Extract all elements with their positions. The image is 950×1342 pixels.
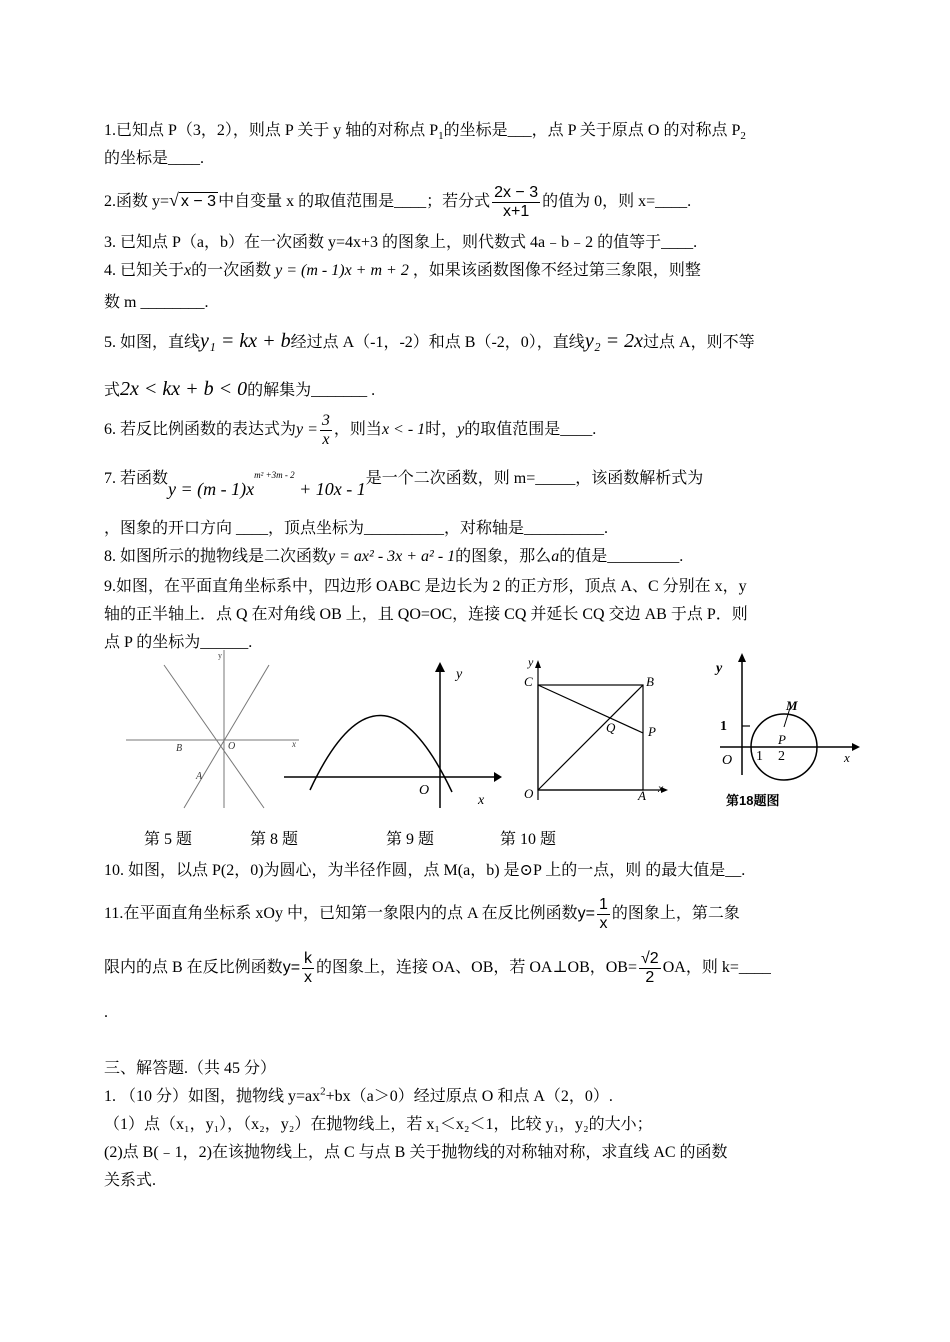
solve-1-line-3: (2)点 B(﹣1，2)在该抛物线上，点 C 与点 B 关于抛物线的对称轴对称，求直线 AC 的函数 (104, 1144, 728, 1161)
fig8-label-o: O (419, 783, 430, 798)
fig9-label-q: Q (606, 720, 616, 735)
fraction-sqrt2-over-2: $\frac{√2}{2}$ (641, 950, 659, 986)
fig9-label-o: O (524, 786, 534, 801)
question-2: 2.函数 y=√ x − 3 中自变量 x 的取值范围是____；若分式 $\frac{2x - 3}{x+1}$ 的值为 0，则 x=____. (104, 184, 692, 220)
fig18-caption: 第18题图 (726, 793, 780, 808)
figure-q5 (124, 650, 304, 810)
fig5-label-b: B (176, 743, 183, 754)
fig8-label-y: y (456, 667, 463, 682)
section-3-heading: 三、解答题.（共 45 分） (104, 1060, 277, 1077)
question-9-line-3: 点 P 的坐标为______. (104, 634, 253, 651)
question-7-line-2: ，图象的开口方向 ____，顶点坐标为__________，对称轴是__________. (104, 520, 609, 537)
question-10: 10. 如图，以点 P(2，0)为圆心，为半径作圆，点 M(a，b) 是⊙P 上的一点，则 的最大值是__. (104, 862, 746, 879)
fig8-label-x: x (478, 793, 485, 808)
fig9-label-y: y (528, 655, 534, 669)
caption-q10: 第 10 题 (500, 831, 557, 848)
caption-q8: 第 8 题 (250, 831, 299, 848)
fraction-3-over-x: $\frac{3}{x}$ (321, 412, 330, 448)
question-8: 8. 如图所示的抛物线是二次函数y = ax² - 3x + a² - 1的图象，那么a的值是_________. (104, 548, 684, 565)
fraction-k-over-x: $\frac{k}{x}$ (304, 950, 313, 986)
figure-q10 (712, 650, 862, 810)
fig9-label-x: x (658, 781, 664, 795)
question-4-line-1: 4. 已知关于x的一次函数 y = (m - 1)x + m + 2 ，如果该函数图像不经过第三象限，则整 (104, 262, 701, 279)
fig10-label-p: P (778, 732, 786, 747)
question-1-line-1: 1.已知点 P（3，2），则点 P 关于 y 轴的对称点 $P_1$的坐标是___，点 P 关于原点 O 的对称点 $P_2$ (104, 122, 746, 143)
fig10-label-1-y: 1 (720, 719, 727, 734)
fig9-label-b: B (646, 674, 654, 689)
figure-q8 (282, 660, 502, 810)
solve-1-line-2: （1）点（x₁，y₁），（x₂，y₂）在抛物线上，若 x₁＜x₂＜1，比较 y₁，y₂的大小； (104, 1116, 653, 1133)
question-5-line-1: 5. 如图，直线y₁ = kx + b经过点 A（-1，-2）和点 B（-2，0），直线y₂ = 2x过点 A，则不等 (104, 330, 755, 352)
question-11-line-3: . (104, 1004, 108, 1021)
caption-q5: 第 5 题 (144, 831, 193, 848)
solve-1-line-1: 1. （10 分）如图，抛物线 $y=ax^2+bx(a>0)$经过原点 O 和点 A（2，0）. (104, 1085, 613, 1105)
solve-1-line-4: 关系式. (104, 1172, 157, 1189)
fig5-label-o: O (228, 741, 236, 752)
q7-expression: $y = (m - 1)x^{m^2 +3m - 2} + 10x - 1$ (168, 470, 366, 499)
sqrt-expression: √ x − 3 (169, 190, 217, 211)
fig10-label-1-x: 1 (756, 749, 763, 764)
caption-q9: 第 9 题 (386, 831, 435, 848)
question-5-line-2: 式2x < kx + b < 0的解集为_______ . (104, 378, 376, 400)
question-11-line-1: 11.在平面直角坐标系 xOy 中，已知第一象限内的点 A 在反比例函数y= $\frac{1}{x}$ 的图象上，第二象 (104, 896, 740, 932)
fig10-label-o: O (722, 753, 733, 768)
question-4-line-2: 数 m ________. (104, 294, 209, 311)
fig10-label-x: x (844, 750, 850, 765)
question-1-line-2: 的坐标是____. (104, 150, 205, 167)
fig10-label-m: M (786, 698, 798, 713)
fig9-label-a: A (638, 788, 646, 803)
question-9-line-2: 轴的正半轴上．点 Q 在对角线 OB 上，且 QO=OC，连接 CQ 并延长 CQ 交边 AB 于点 P．则 (104, 606, 748, 623)
question-7-line-1: 7. 若函数$y = (m - 1)x^{m^2 +3m - 2} + 10x - 1$是一个二次函数，则 m=_____，该函数解析式为 (104, 470, 704, 499)
question-3: 3. 已知点 P（a，b）在一次函数 y=4x+3 的图象上，则代数式 4a﹣b﹣2 的值等于____. (104, 234, 698, 251)
fig9-label-c: C (524, 674, 533, 689)
fig5-label-y: y (218, 651, 222, 660)
fig9-label-p: P (648, 724, 656, 739)
question-6: 6. 若反比例函数的表达式为y = $\frac{3}{x}$ ，则当x < - 1时，y的取值范围是____. (104, 412, 597, 448)
fig10-label-y: y (716, 661, 723, 676)
fig5-label-x: x (292, 739, 296, 749)
question-11-line-2: 限内的点 B 在反比例函数y= $\frac{k}{x}$ 的图象上，连接 OA、OB，若 OA⊥OB，OB= $\frac{√2}{2}$ OA，则 k=____ (104, 950, 771, 986)
fig10-label-2-x: 2 (778, 749, 785, 764)
fraction-1-over-x: $\frac{1}{x}$ (598, 896, 608, 932)
question-9-line-1: 9.如图，在平面直角坐标系中，四边形 OABC 是边长为 2 的正方形，顶点 A、C 分别在 x，y (104, 578, 747, 595)
figure-q9 (516, 650, 676, 810)
fraction-2x-3: $\frac{2x - 3}{x+1}$ (494, 184, 539, 220)
fig5-label-a: A (196, 771, 203, 782)
